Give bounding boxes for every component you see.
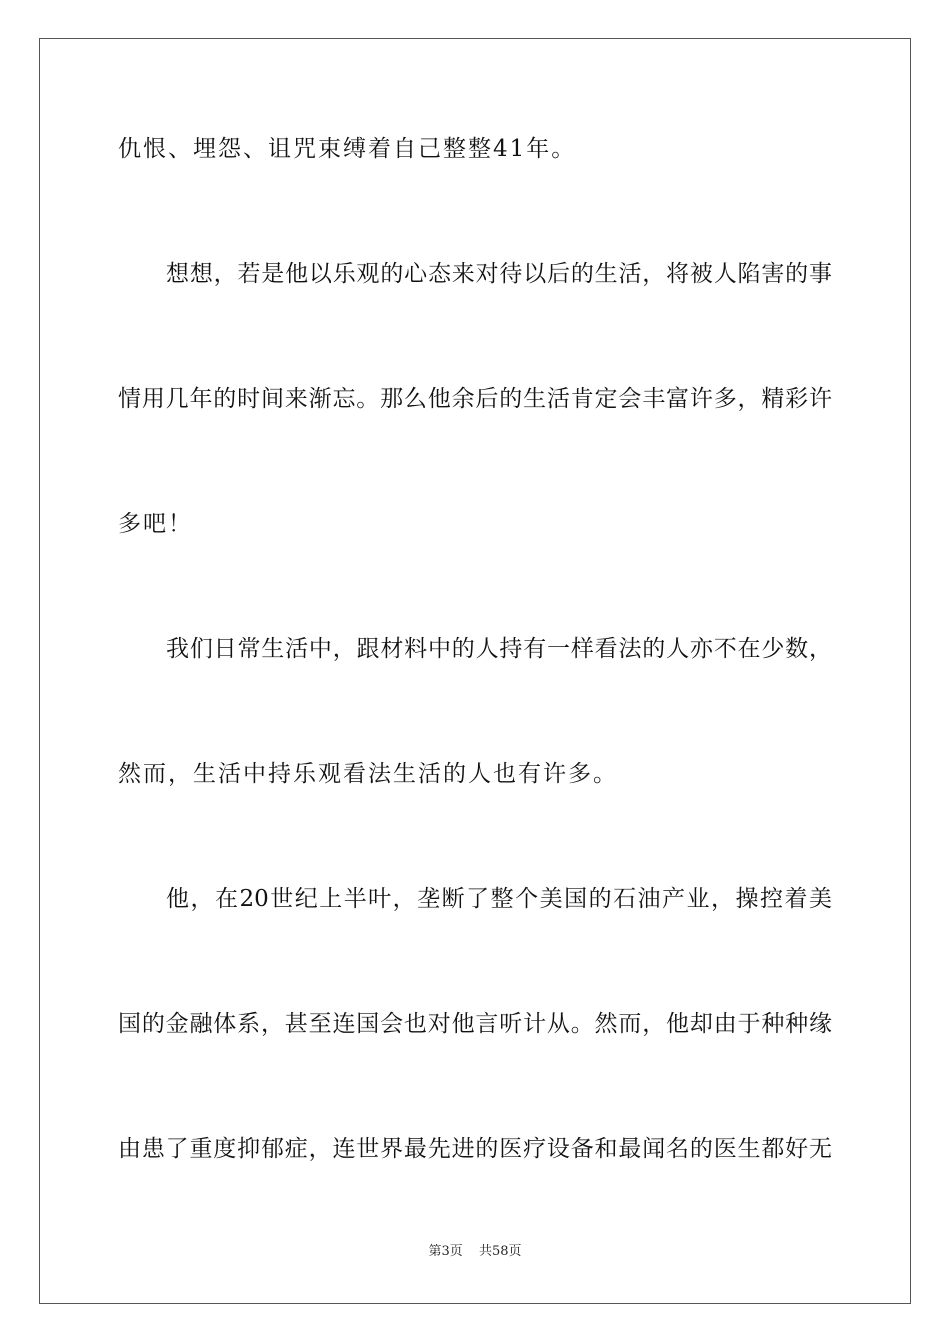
page-number: 第3页 [428, 1244, 463, 1259]
text-line: 多吧！ [118, 511, 193, 537]
text-line: 国的金融体系，甚至连国会也对他言听计从。然而，他却由于种种缘 [118, 1011, 832, 1037]
paragraph-first-line: 我们日常生活中，跟材料中的人持有一样看法的人亦不在少数， [166, 636, 832, 662]
text-line: 由患了重度抑郁症，连世界最先进的医疗设备和最闻名的医生都好无 [118, 1136, 832, 1162]
paragraph-first-line: 他，在20世纪上半叶，垄断了整个美国的石油产业，操控着美 [166, 886, 832, 912]
text-line: 然而，生活中持乐观看法生活的人也有许多。 [118, 761, 618, 787]
text-line: 仇恨、埋怨、诅咒束缚着自己整整41年。 [118, 136, 577, 162]
page-footer [0, 1243, 950, 1261]
page-total: 共58页 [478, 1244, 522, 1259]
paragraph-first-line: 想想，若是他以乐观的心态来对待以后的生活，将被人陷害的事 [166, 261, 832, 287]
text-line: 情用几年的时间来渐忘。那么他余后的生活肯定会丰富许多，精彩许 [118, 386, 832, 412]
page-border [39, 38, 911, 1304]
